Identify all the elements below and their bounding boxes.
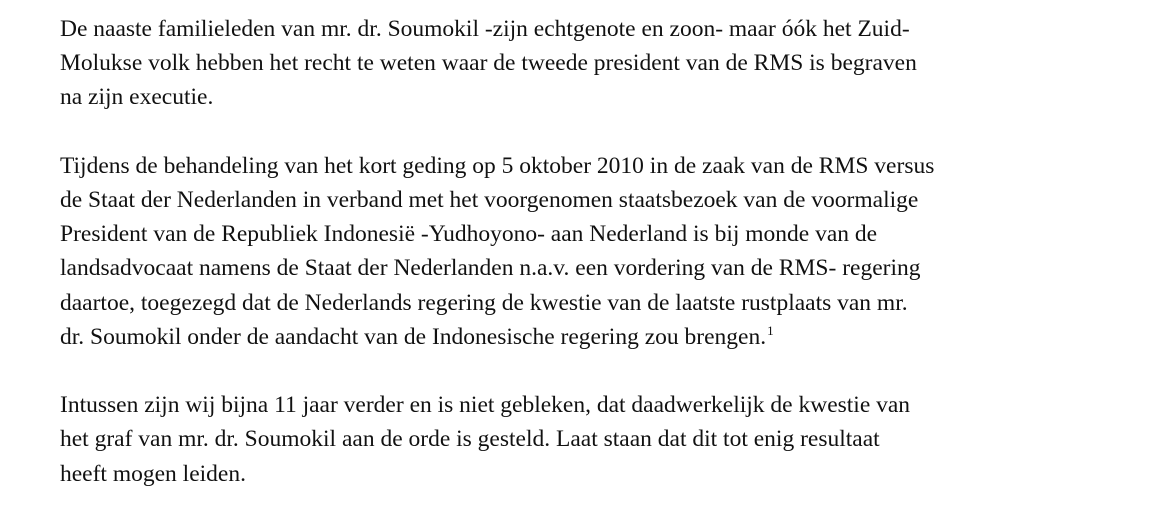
paragraph-line: De naaste familieleden van mr. dr. Soumokil -zijn echtgenote en zoon- maar óók het Zuid- [60, 16, 910, 42]
paragraph-line: het graf van mr. dr. Soumokil aan de orde is gesteld. Laat staan dat dit tot enig resultaat [60, 426, 880, 453]
paragraph-3 [60, 388, 1140, 491]
footnote-reference[interactable]: 1 [767, 322, 774, 338]
paragraph-last-line [60, 320, 1140, 354]
paragraph-2 [60, 149, 1140, 354]
document-page [60, 12, 1140, 491]
paragraph-line: de Staat der Nederlanden in verband met het voorgenomen staatsbezoek van de voormalige [60, 187, 919, 213]
paragraph-line-text: dr. Soumokil onder de aandacht van de Indonesische regering zou brengen. [60, 323, 767, 350]
paragraph-line: Molukse volk hebben het recht te weten waar de tweede president van de RMS is begraven [60, 50, 917, 77]
paragraph-line: daartoe, toegezegd dat de Nederlands regering de kwestie van de laatste rustplaats van mr. [60, 289, 908, 316]
paragraph-line: landsadvocaat namens de Staat der Nederlanden n.a.v. een vordering van de RMS- regering [60, 255, 921, 282]
paragraph-line: na zijn executie. [60, 84, 214, 111]
paragraph-1 [60, 12, 1140, 115]
paragraph-line: Intussen zijn wij bijna 11 jaar verder en is niet gebleken, dat daadwerkelijk de kwestie van [60, 392, 911, 419]
paragraph-line: Tijdens de behandeling van het kort geding op 5 oktober 2010 in de zaak van de RMS versus [60, 152, 935, 179]
paragraph-line: President van de Republiek Indonesië -Yudhoyono- aan Nederland is bij monde van de [60, 221, 878, 248]
paragraph-line: heeft mogen leiden. [60, 460, 246, 487]
